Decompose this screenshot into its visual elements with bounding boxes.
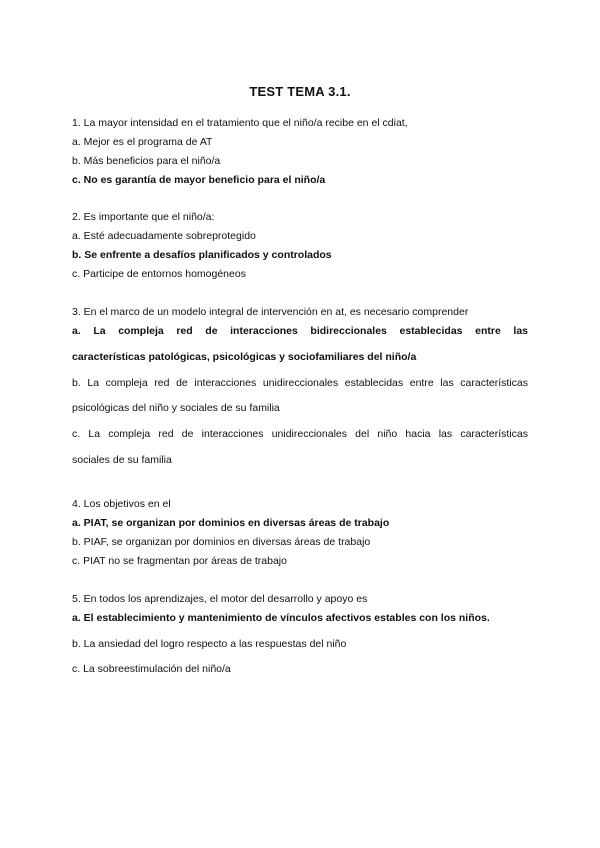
question-2-option-b-correct: b. Se enfrente a desafíos planificados y controlados: [72, 249, 332, 261]
question-3-option-b-line-1: b. La compleja red de interacciones unidireccionales establecidas entre las características: [72, 377, 528, 389]
question-3-option-b-line-2: psicológicas del niño y sociales de su familia: [72, 402, 280, 414]
question-2-option-a: a. Esté adecuadamente sobreprotegido: [72, 230, 256, 242]
question-1-option-c-correct: c. No es garantía de mayor beneficio para el niño/a: [72, 174, 326, 186]
question-1-option-a: a. Mejor es el programa de AT: [72, 136, 213, 148]
question-5-option-a-correct: a. El establecimiento y mantenimiento de vínculos afectivos estables con los niños.: [72, 612, 490, 624]
question-4-option-c: c. PIAT no se fragmentan por áreas de trabajo: [72, 555, 287, 567]
question-4-option-b: b. PIAF, se organizan por dominios en diversas áreas de trabajo: [72, 536, 371, 548]
question-1-option-b: b. Más beneficios para el niño/a: [72, 155, 221, 167]
question-3-stem: 3. En el marco de un modelo integral de intervención en at, es necesario comprender: [72, 306, 469, 318]
question-1-stem: 1. La mayor intensidad en el tratamiento que el niño/a recibe en el cdiat,: [72, 117, 408, 129]
question-4-stem: 4. Los objetivos en el: [72, 498, 171, 510]
question-5-option-c: c. La sobreestimulación del niño/a: [72, 663, 231, 675]
question-2-option-c: c. Participe de entornos homogéneos: [72, 268, 246, 280]
question-3-option-a-line-1: a. La compleja red de interacciones bidireccionales establecidas entre las: [72, 325, 528, 337]
question-3-option-c-line-1: c. La compleja red de interacciones unidireccionales del niño hacia las características: [72, 428, 528, 440]
question-5-stem: 5. En todos los aprendizajes, el motor del desarrollo y apoyo es: [72, 593, 368, 605]
question-2-stem: 2. Es importante que el niño/a:: [72, 211, 215, 223]
page-title: TEST TEMA 3.1.: [249, 84, 351, 99]
question-5-option-b: b. La ansiedad del logro respecto a las respuestas del niño: [72, 638, 347, 650]
question-3-option-a-line-2: características patológicas, psicológicas y sociofamiliares del niño/a: [72, 351, 417, 363]
question-3-option-c-line-2: sociales de su familia: [72, 454, 172, 466]
question-4-option-a-correct: a. PIAT, se organizan por dominios en diversas áreas de trabajo: [72, 517, 390, 529]
